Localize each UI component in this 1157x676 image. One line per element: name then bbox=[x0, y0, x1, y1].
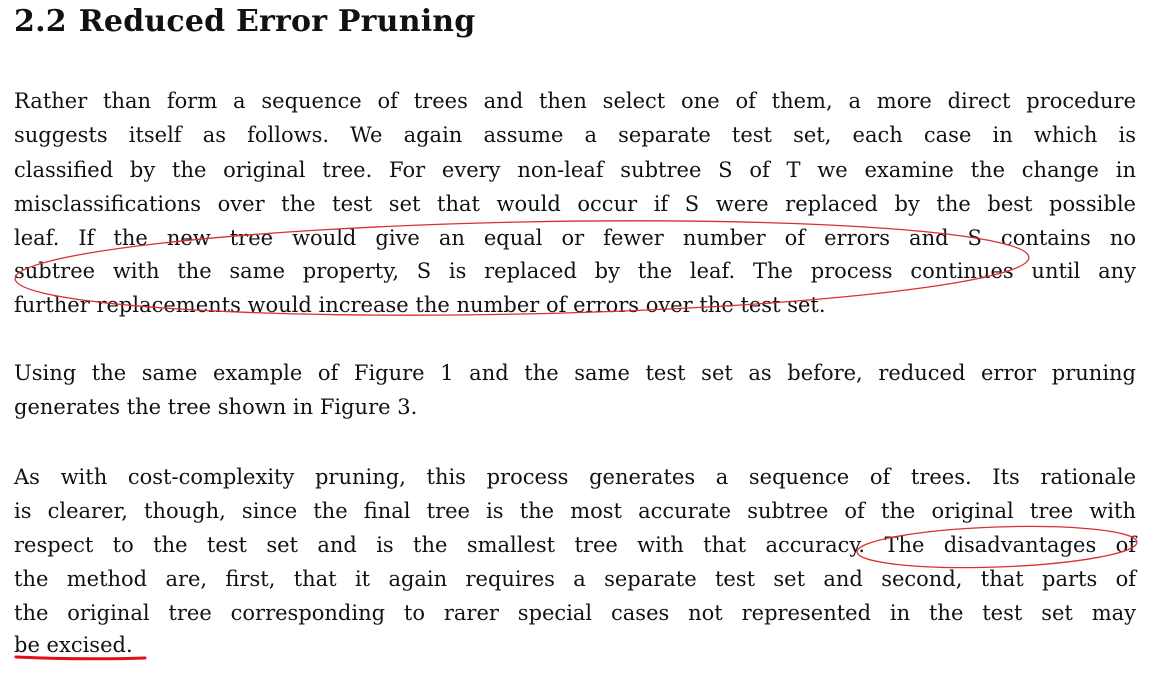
text-line: suggests itself as follows. We again assume a separate test set, each case in which is bbox=[14, 123, 1136, 147]
text-line: generates the tree shown in Figure 3. bbox=[14, 395, 418, 419]
text-line: be excised. bbox=[14, 633, 133, 657]
text-line: subtree with the same property, S is replaced by the leaf. The process continues until any bbox=[14, 259, 1136, 283]
text-line: the method are, first, that it again requires a separate test set and second, that parts of bbox=[14, 567, 1136, 591]
text-line: Rather than form a sequence of trees and then select one of them, a more direct procedure bbox=[14, 89, 1136, 113]
text-line: leaf. If the new tree would give an equal or fewer number of errors and S contains no bbox=[14, 226, 1136, 250]
text-line: respect to the test set and is the smallest tree with that accuracy. The disadvantages of bbox=[14, 533, 1136, 557]
text-line: misclassifications over the test set that would occur if S were replaced by the best possible bbox=[14, 192, 1136, 216]
section-title: Reduced Error Pruning bbox=[78, 4, 476, 39]
section-heading bbox=[14, 4, 476, 39]
text-line: the original tree corresponding to rarer special cases not represented in the test set may bbox=[14, 601, 1136, 625]
text-line: classified by the original tree. For every non-leaf subtree S of T we examine the change in bbox=[14, 158, 1136, 182]
text-line: Using the same example of Figure 1 and the same test set as before, reduced error pruning bbox=[14, 361, 1136, 385]
text-line: As with cost-complexity pruning, this process generates a sequence of trees. Its rationale bbox=[14, 465, 1136, 489]
text-line: further replacements would increase the number of errors over the test set. bbox=[14, 293, 826, 317]
text-line: is clearer, though, since the final tree is the most accurate subtree of the original tree with bbox=[14, 499, 1136, 523]
section-number: 2.2 bbox=[14, 4, 67, 39]
